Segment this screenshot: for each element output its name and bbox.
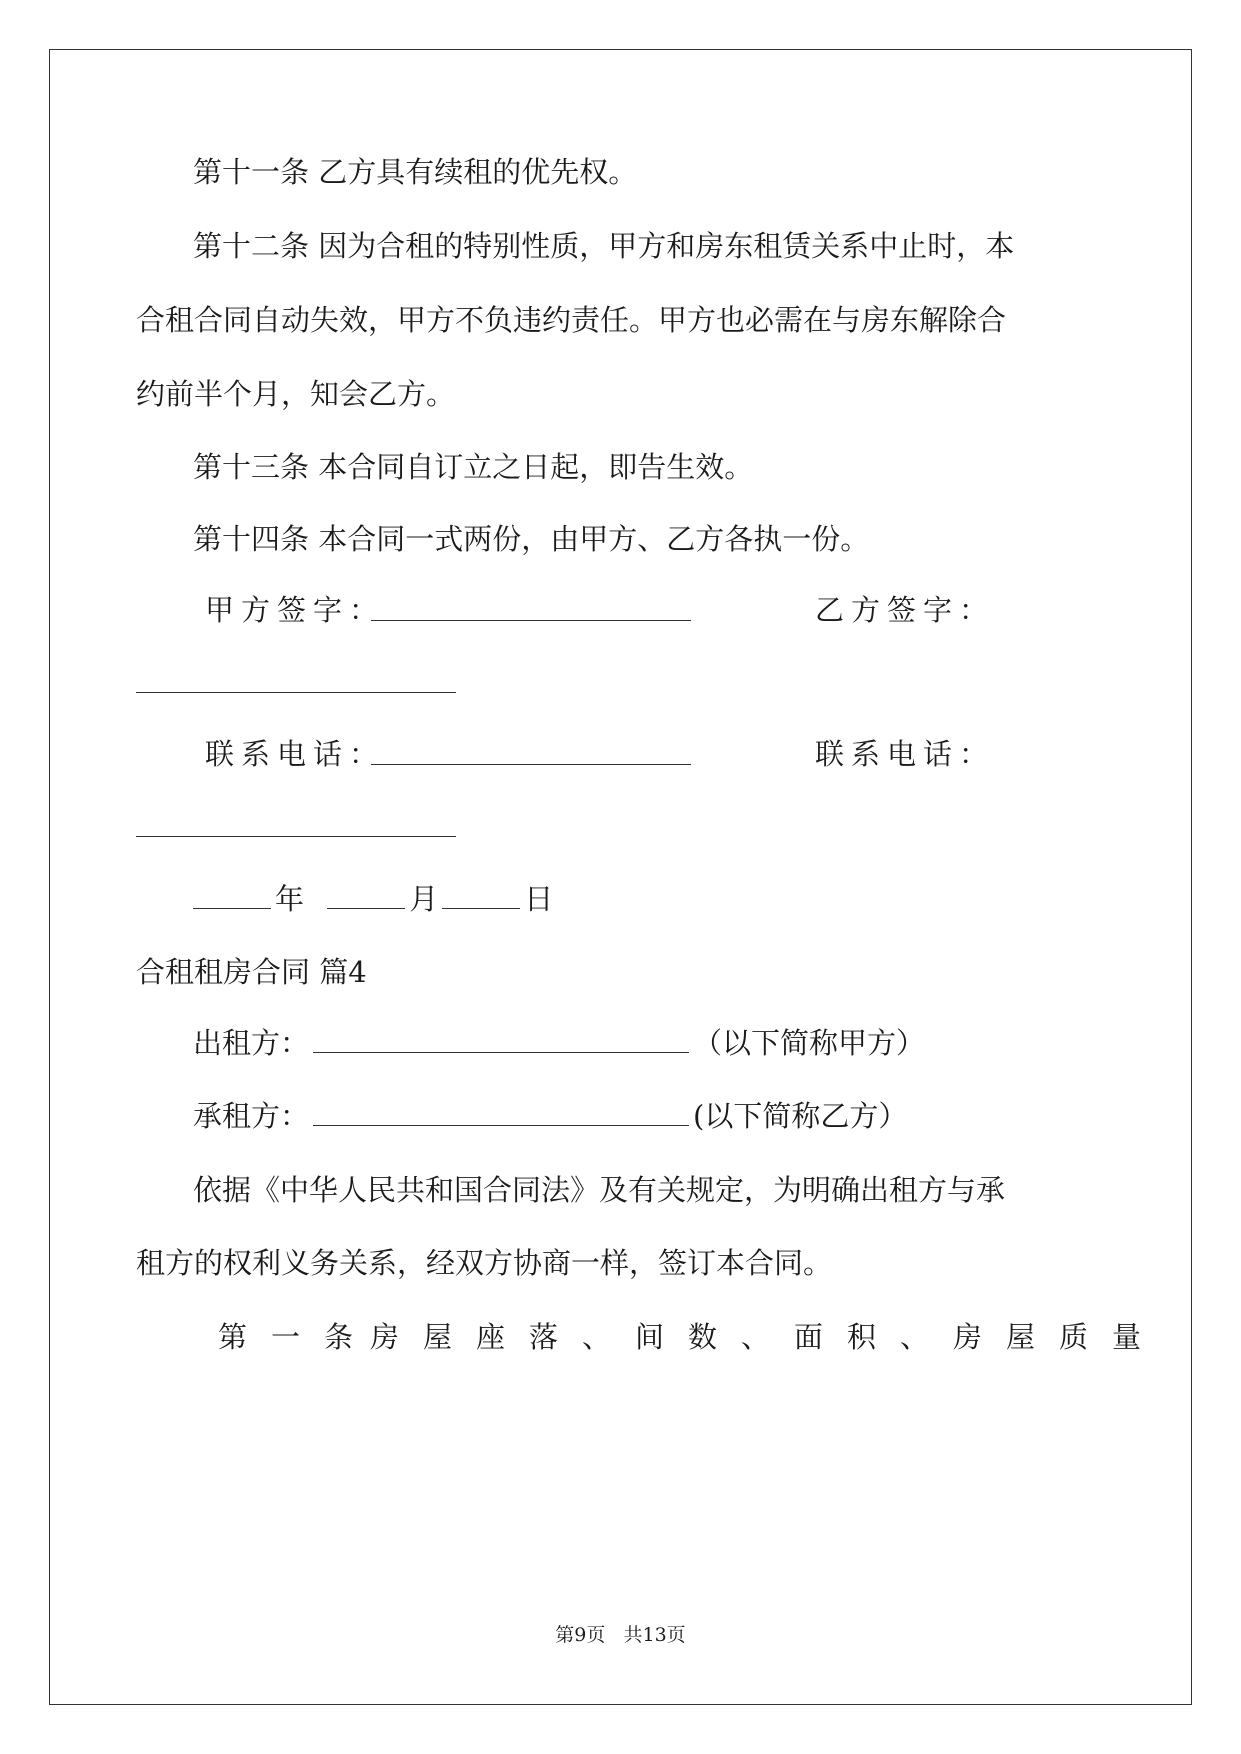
year-blank <box>193 880 271 909</box>
lessor-line <box>193 1023 925 1063</box>
page-footer: 第9页 共13页 <box>555 1624 686 1646</box>
month-blank <box>327 880 405 909</box>
article-1-text: 房屋座落、间数、面积、房屋质量 <box>370 1320 1166 1354</box>
party-a-phone-label: 联系电话： <box>205 737 386 771</box>
party-b-signature-blank <box>136 692 456 693</box>
day-label: 日 <box>524 882 554 916</box>
article-12-line-3: 约前半个月，知会乙方。 <box>136 377 456 411</box>
date-line <box>193 879 553 919</box>
party-a-phone-blank <box>371 764 691 765</box>
section-title: 合租租房合同 篇4 <box>136 955 367 989</box>
article-13: 第十三条 本合同自订立之日起，即告生效。 <box>193 450 754 484</box>
article-11: 第十一条 乙方具有续租的优先权。 <box>193 155 638 189</box>
article-1-number: 第一条 <box>218 1320 378 1354</box>
lessee-note: (以下简称乙方） <box>693 1099 908 1133</box>
preamble-line-1: 依据《中华人民共和国合同法》及有关规定，为明确出租方与承 <box>193 1173 1006 1207</box>
article-14: 第十四条 本合同一式两份，由甲方、乙方各执一份。 <box>193 522 870 556</box>
party-a-signature-blank <box>371 620 691 621</box>
lessor-note: （以下简称甲方） <box>693 1026 926 1060</box>
day-blank <box>442 880 520 909</box>
year-label: 年 <box>275 882 305 916</box>
party-b-signature-label: 乙方签字： <box>815 593 996 627</box>
lessor-blank <box>313 1024 689 1053</box>
lessor-label: 出租方： <box>193 1026 310 1060</box>
article-12-line-1: 第十二条 因为合租的特别性质，甲方和房东租赁关系中止时，本 <box>193 229 1015 263</box>
page-border <box>49 49 1192 1705</box>
party-a-signature-label: 甲方签字： <box>205 593 386 627</box>
lessee-blank <box>313 1097 689 1126</box>
preamble-line-2: 租方的权利义务关系，经双方协商一样，签订本合同。 <box>136 1246 833 1280</box>
month-label: 月 <box>409 882 439 916</box>
article-12-line-2: 合租合同自动失效，甲方不负违约责任。甲方也必需在与房东解除合 <box>136 303 1007 337</box>
lessee-line <box>193 1096 907 1136</box>
lessee-label: 承租方： <box>193 1099 310 1133</box>
party-b-phone-blank <box>136 836 456 837</box>
party-b-phone-label: 联系电话： <box>815 737 996 771</box>
